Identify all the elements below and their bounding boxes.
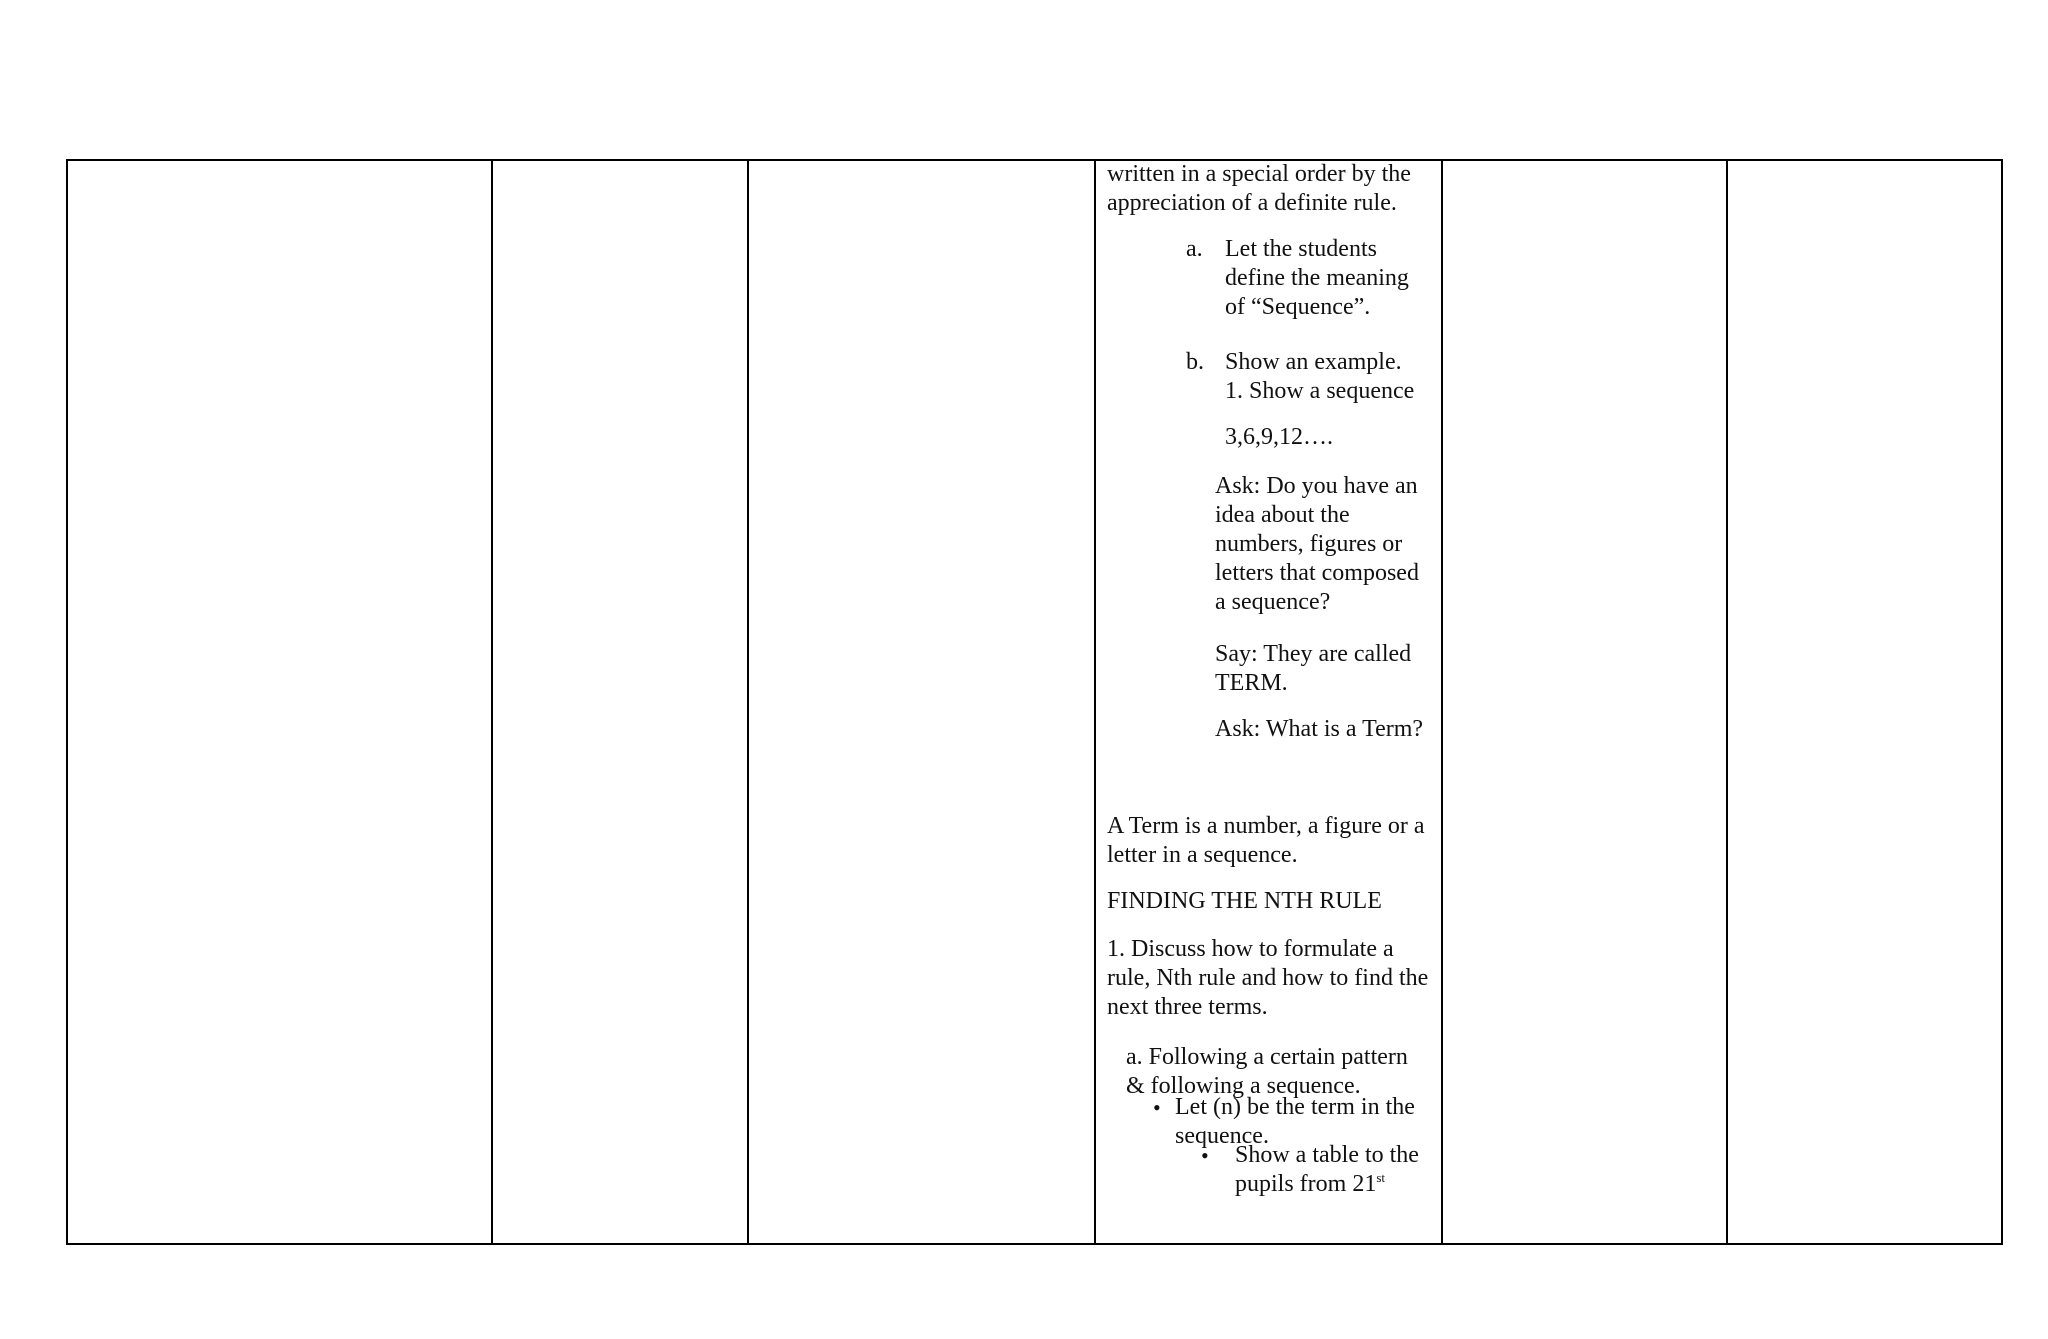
table-cell-5: [1443, 161, 1726, 1243]
ask-paragraph-1: [1215, 472, 1419, 617]
list-item-a-marker: a.: [1186, 236, 1203, 262]
table-cell-6: [1728, 161, 2001, 1243]
ask1-line-3: numbers, figures or: [1215, 531, 1403, 557]
section-heading: FINDING THE NTH RULE: [1107, 888, 1382, 914]
bullet2-line-1: Show a table to the: [1235, 1142, 1419, 1168]
term-definition: [1107, 812, 1424, 870]
bullet2-line-2-text: pupils from 21: [1235, 1171, 1377, 1197]
bullet-icon: •: [1201, 1143, 1209, 1168]
discuss-line-3: next three terms.: [1107, 994, 1268, 1020]
pattern-line-1: a. Following a certain pattern: [1126, 1044, 1408, 1070]
ask1-line-5: a sequence?: [1215, 589, 1331, 615]
table-cell-3: [749, 161, 1094, 1243]
bullet-icon: •: [1153, 1095, 1161, 1120]
definition-line-2: letter in a sequence.: [1107, 842, 1298, 868]
list-item-a-line-2: define the meaning: [1225, 265, 1409, 291]
list-item-b: [1225, 348, 1414, 406]
ask1-line-4: letters that composed: [1215, 560, 1419, 586]
discuss-paragraph: [1107, 935, 1428, 1022]
table-cell-2: [493, 161, 747, 1243]
discuss-line-2: rule, Nth rule and how to find the: [1107, 965, 1429, 991]
intro-line-1: written in a special order by the: [1107, 161, 1411, 187]
say-paragraph: [1215, 640, 1411, 698]
table-cell-1: [68, 161, 491, 1243]
sequence-example: 3,6,9,12….: [1225, 424, 1333, 450]
bullet-item-2: [1235, 1141, 1419, 1199]
ask1-line-2: idea about the: [1215, 502, 1350, 528]
pattern-line-2: & following a sequence.: [1126, 1073, 1361, 1099]
ask1-line-1: Ask: Do you have an: [1215, 473, 1418, 499]
list-item-b-line-1: Show an example.: [1225, 349, 1402, 375]
discuss-line-1: 1. Discuss how to formulate a: [1107, 936, 1394, 962]
bullet2-line-2: [1235, 1170, 1419, 1199]
intro-text: [1107, 160, 1411, 218]
list-item-b-marker: b.: [1186, 349, 1204, 375]
list-item-a-line-1: Let the students: [1225, 236, 1377, 262]
bullet1-line-2: sequence.: [1175, 1123, 1269, 1149]
definition-line-1: A Term is a number, a figure or a: [1107, 813, 1425, 839]
ordinal-superscript: st: [1376, 1170, 1385, 1185]
list-item-a-line-3: of “Sequence”.: [1225, 294, 1371, 320]
column-divider: [1094, 160, 1096, 1244]
ask-paragraph-2: Ask: What is a Term?: [1215, 716, 1424, 742]
list-item-b-line-2: 1. Show a sequence: [1225, 378, 1415, 404]
list-item-a: [1225, 235, 1409, 322]
intro-line-2: appreciation of a definite rule.: [1107, 190, 1397, 216]
say-line-2: TERM.: [1215, 670, 1288, 696]
bullet1-line-1: Let (n) be the term in the: [1175, 1094, 1415, 1120]
say-line-1: Say: They are called: [1215, 641, 1412, 667]
